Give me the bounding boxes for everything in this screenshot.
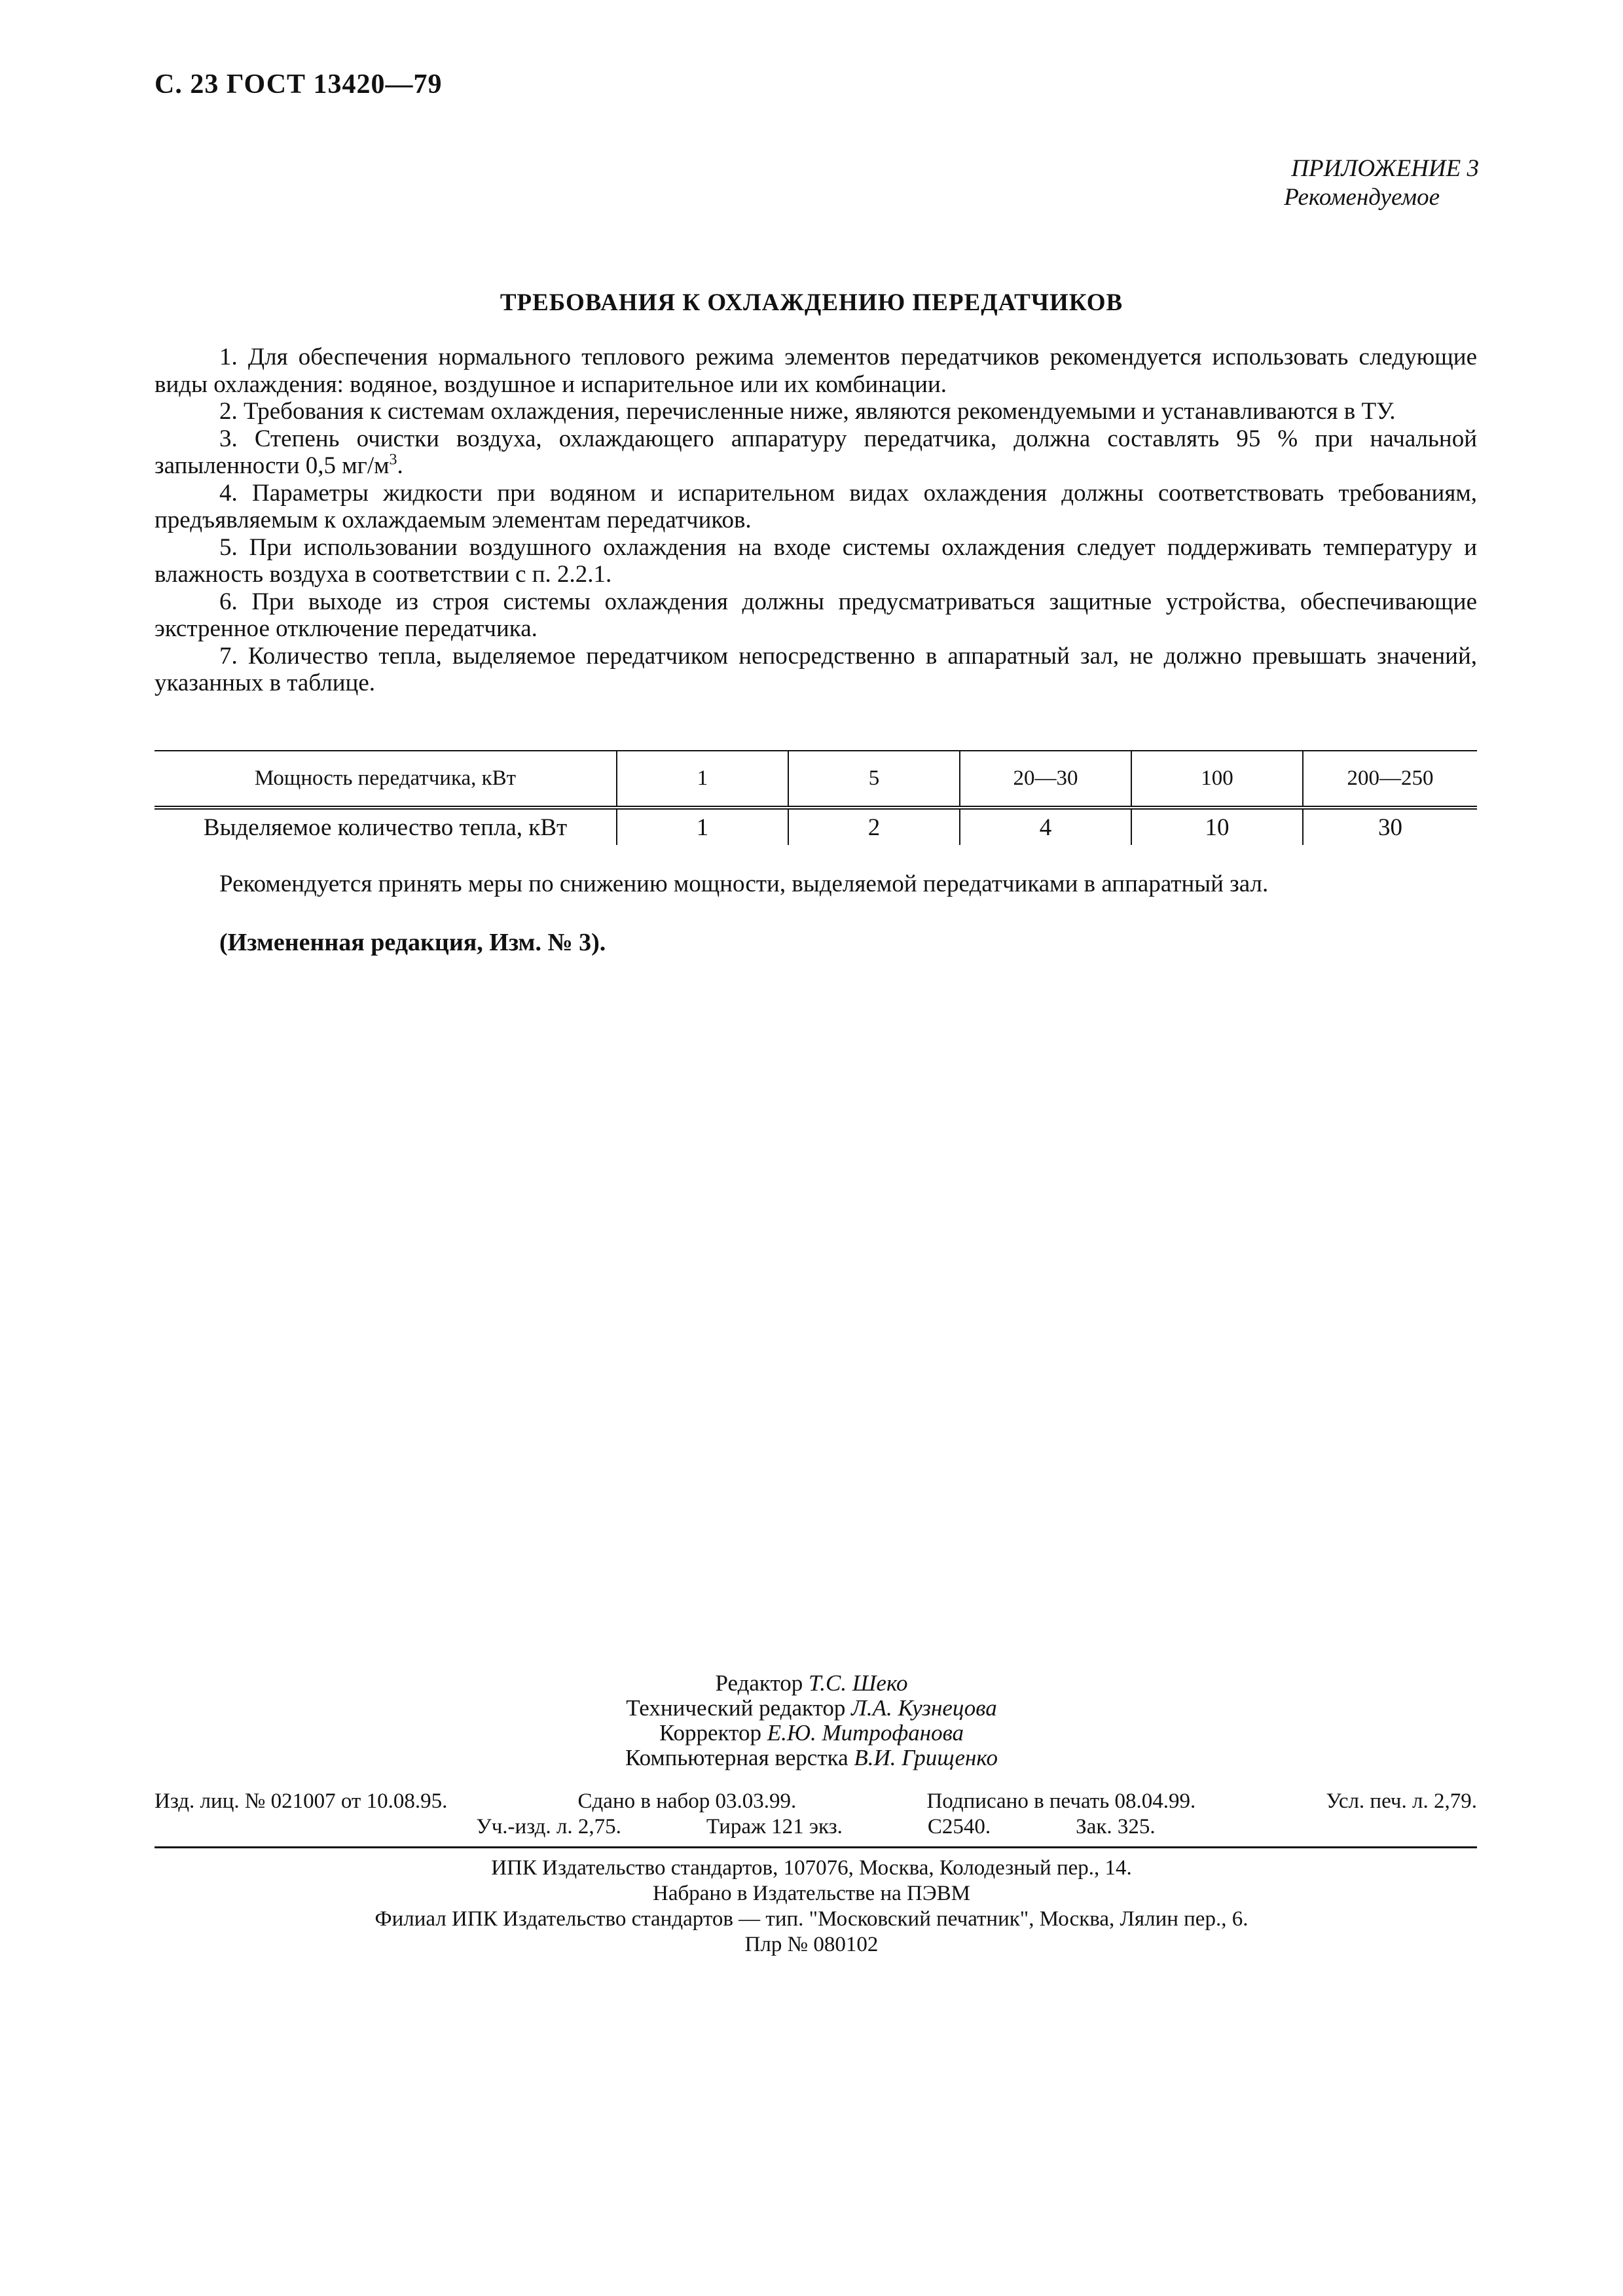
publisher-line: Филиал ИПК Издательство стандартов — тип. "Московский печатник", Москва, Лялин пер., 6.: [374, 1907, 1249, 1931]
staff-name: Е.Ю. Митрофанова: [767, 1720, 964, 1746]
staff-name: Л.А. Кузнецова: [851, 1695, 997, 1721]
staff-name: Т.С. Шеко: [809, 1670, 908, 1696]
imprint-line-1: [155, 1789, 1477, 1814]
imprint-item: С2540.: [927, 1815, 991, 1839]
table-row-label: Выделяемое количество тепла, кВт: [203, 814, 568, 841]
paragraph-6: 6. При выходе из строя системы охлаждения должны предусматриваться защитные устройства, обеспечивающие экстренное отключение передатчика.: [155, 588, 1477, 642]
appendix-status: Рекомендуемое: [1284, 184, 1440, 211]
table-header-label: Мощность передатчика, кВт: [155, 751, 617, 808]
staff-role: Редактор: [715, 1670, 803, 1696]
imprint-item: Уч.-изд. л. 2,75.: [476, 1815, 621, 1839]
section-title: ТРЕБОВАНИЯ К ОХЛАЖДЕНИЮ ПЕРЕДАТЧИКОВ: [500, 289, 1123, 316]
imprint-item: Зак. 325.: [1076, 1815, 1156, 1839]
paragraph-2: 2. Требования к системам охлаждения, перечисленные ниже, являются рекомендуемыми и устанавливаются в ТУ.: [219, 398, 1396, 425]
table-cell: 2: [788, 808, 960, 845]
table-header-cell: 5: [788, 751, 960, 808]
page-header: С. 23 ГОСТ 13420—79: [155, 69, 443, 99]
staff-line: [0, 1671, 1623, 1696]
staff-role: Корректор: [659, 1720, 761, 1746]
change-note: (Измененная редакция, Изм. № 3).: [219, 929, 606, 956]
staff-line: [0, 1696, 1623, 1721]
appendix-number: ПРИЛОЖЕНИЕ 3: [1291, 155, 1479, 182]
superscript: 3: [389, 451, 397, 469]
publisher-line: ИПК Издательство стандартов, 107076, Москва, Колодезный пер., 14.: [491, 1856, 1132, 1880]
table-header-cell: 1: [617, 751, 788, 808]
table-header-cell: 200—250: [1303, 751, 1477, 808]
paragraph-3: [155, 425, 1477, 480]
publisher-line: Набрано в Издательстве на ПЭВМ: [653, 1882, 970, 1905]
table-cell: 4: [960, 808, 1131, 845]
table-cell: 10: [1131, 808, 1303, 845]
staff-line: [0, 1746, 1623, 1770]
paragraph-7: 7. Количество тепла, выделяемое передатчиком непосредственно в аппаратный зал, не должно превышать значений, указанных в таблице.: [155, 642, 1477, 696]
table-header-cell: 20—30: [960, 751, 1131, 808]
table-cell: 1: [617, 808, 788, 845]
paragraph-1: 1. Для обеспечения нормального теплового режима элементов передатчиков рекомендуется использовать следующие виды охлаждения: водяное, воздушное и испарительное или их комбинации.: [155, 344, 1477, 398]
imprint-line-2: [155, 1814, 1477, 1840]
table-header-cell: 100: [1131, 751, 1303, 808]
staff-name: В.И. Грищенко: [854, 1745, 998, 1770]
publisher-info: [0, 1856, 1623, 1958]
body-text: [155, 344, 1477, 697]
imprint-item: Изд. лиц. № 021007 от 10.08.95.: [155, 1789, 448, 1813]
table-row: [155, 808, 1477, 845]
divider: [155, 1846, 1477, 1848]
paragraph-5: 5. При использовании воздушного охлаждения на входе системы охлаждения следует поддерживать температуру и влажность воздуха в соответствии с п. 2.2.1.: [155, 533, 1477, 588]
staff-role: Технический редактор: [626, 1695, 846, 1721]
staff-line: [0, 1721, 1623, 1746]
imprint-item: Сдано в набор 03.03.99.: [577, 1789, 797, 1813]
appendix-label: [1284, 154, 1479, 212]
heat-table: [155, 750, 1477, 845]
imprint: [155, 1789, 1477, 1840]
table-cell: 30: [1303, 808, 1477, 845]
imprint-item: Подписано в печать 08.04.99.: [926, 1789, 1196, 1813]
publisher-line: Плр № 080102: [744, 1933, 879, 1956]
paragraph-4: 4. Параметры жидкости при водяном и испарительном видах охлаждения должны соответствовать требованиям, предъявляемым к охлаждаемым элементам передатчиков.: [155, 479, 1477, 533]
paragraph-3-end: .: [397, 452, 403, 479]
imprint-item: Усл. печ. л. 2,79.: [1326, 1789, 1477, 1813]
editorial-staff: [0, 1671, 1623, 1770]
paragraph-3-text: 3. Степень очистки воздуха, охлаждающего аппаратуру передатчика, должна составлять 95 % при начальной запыленности 0,5 мг/м: [155, 425, 1477, 479]
staff-role: Компьютерная верстка: [625, 1745, 848, 1770]
recommendation-note: Рекомендуется принять меры по снижению мощности, выделяемой передатчиками в аппаратный зал.: [219, 870, 1269, 897]
imprint-item: Тираж 121 экз.: [706, 1815, 843, 1839]
table-header-row: [155, 751, 1477, 808]
